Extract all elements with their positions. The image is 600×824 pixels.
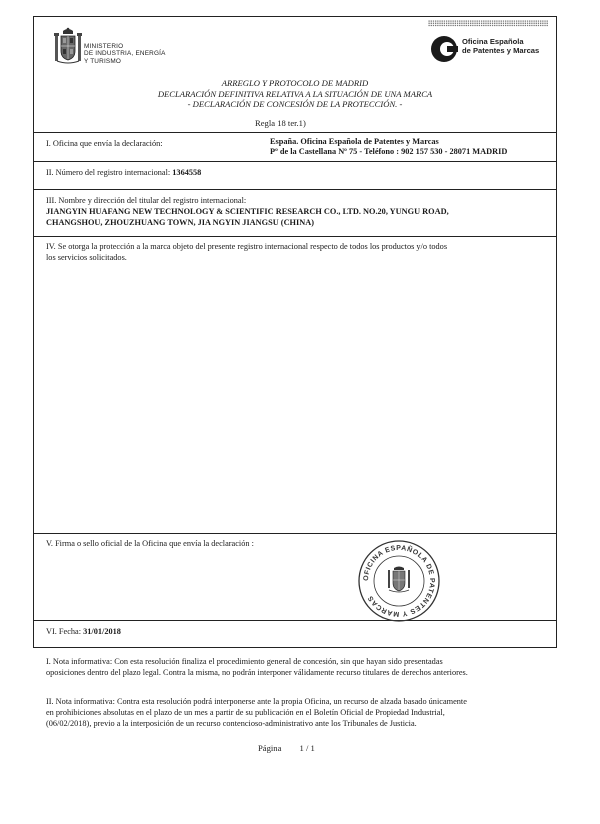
ministry-name: MINISTERIO DE INDUSTRIA, ENERGÍA Y TURISMO (84, 43, 166, 65)
divider (33, 533, 557, 534)
section-i-label: I. Oficina que envía la declaración: (46, 139, 163, 148)
divider (33, 236, 557, 237)
section-vi-label: VI. Fecha: (46, 627, 82, 636)
divider (33, 132, 557, 133)
section-iv-line-1: IV. Se otorga la protección a la marca objeto del presente registro internacional respecto de todos los productos y/o todos (46, 242, 448, 251)
declaration-frame (33, 16, 557, 648)
registration-number: 1364558 (172, 168, 202, 177)
divider (33, 161, 557, 162)
sending-office-name: España. Oficina Española de Patentes y Marcas (270, 137, 439, 146)
section-ii (46, 168, 201, 179)
note-1: I. Nota informativa: Con esta resolución finaliza el procedimiento general de concesión, sin que hayan sido presentadas oposiciones dentro del plazo legal. Contra la misma, no podrán interponer válidamente recurso titulares de derechos anteriores. (46, 657, 468, 677)
rule-reference: Regla 18 ter.1) (255, 118, 306, 128)
declaration-date: 31/01/2018 (83, 627, 121, 636)
oepm-name: Oficina Española de Patentes y Marcas (462, 37, 540, 55)
divider (33, 189, 557, 190)
document-title: ARREGLO Y PROTOCOLO DE MADRID DECLARACIÓN DEFINITIVA RELATIVA A LA SITUACIÓN DE UNA MARCA - DECLARACIÓN DE CONCESIÓN DE LA PROTECCIÓN. - (157, 78, 433, 109)
page-value: 1 / 1 (299, 743, 315, 753)
section-v-label: V. Firma o sello oficial de la Oficina que envía la declaración : (46, 539, 254, 548)
section-iv-line-2: los servicios solicitados. (46, 253, 127, 262)
seal-text: OFICINA ESPAÑOLA DE PATENTES Y MARCAS (362, 544, 436, 618)
page-label: Página (258, 743, 282, 753)
page-counter (258, 743, 315, 753)
holder-line-2: CHANGSHOU, ZHOUZHUANG TOWN, JIA NGYIN JIANGSU (CHINA) (46, 218, 314, 227)
sending-office-address: Pº de la Castellana Nº 75 - Teléfono : 902 157 530 - 28071 MADRID (270, 147, 508, 156)
holder-line-1: JIANGYIN HUAFANG NEW TECHNOLOGY & SCIENTIFIC RESEARCH CO., LTD. NO.20, YUNGU ROAD, (46, 207, 449, 216)
official-seal-icon (356, 538, 442, 624)
section-iii-label: III. Nombre y dirección del titular del registro internacional: (46, 196, 247, 205)
divider (33, 620, 557, 621)
note-2: II. Nota informativa: Contra esta resolución podrá interponerse ante la propia Oficina, un recurso de alzada basado únicamente en prohibiciones absolutas en el plazo de un mes a partir de su publicación en el Boletín Oficial de Propiedad Industrial, (06/02/2018), previo a la interposición de un recurso contencioso-administrativo ante los Tribunales de Justicia. (46, 697, 467, 728)
section-vi (46, 627, 121, 638)
section-ii-label: II. Número del registro internacional: (46, 168, 171, 177)
